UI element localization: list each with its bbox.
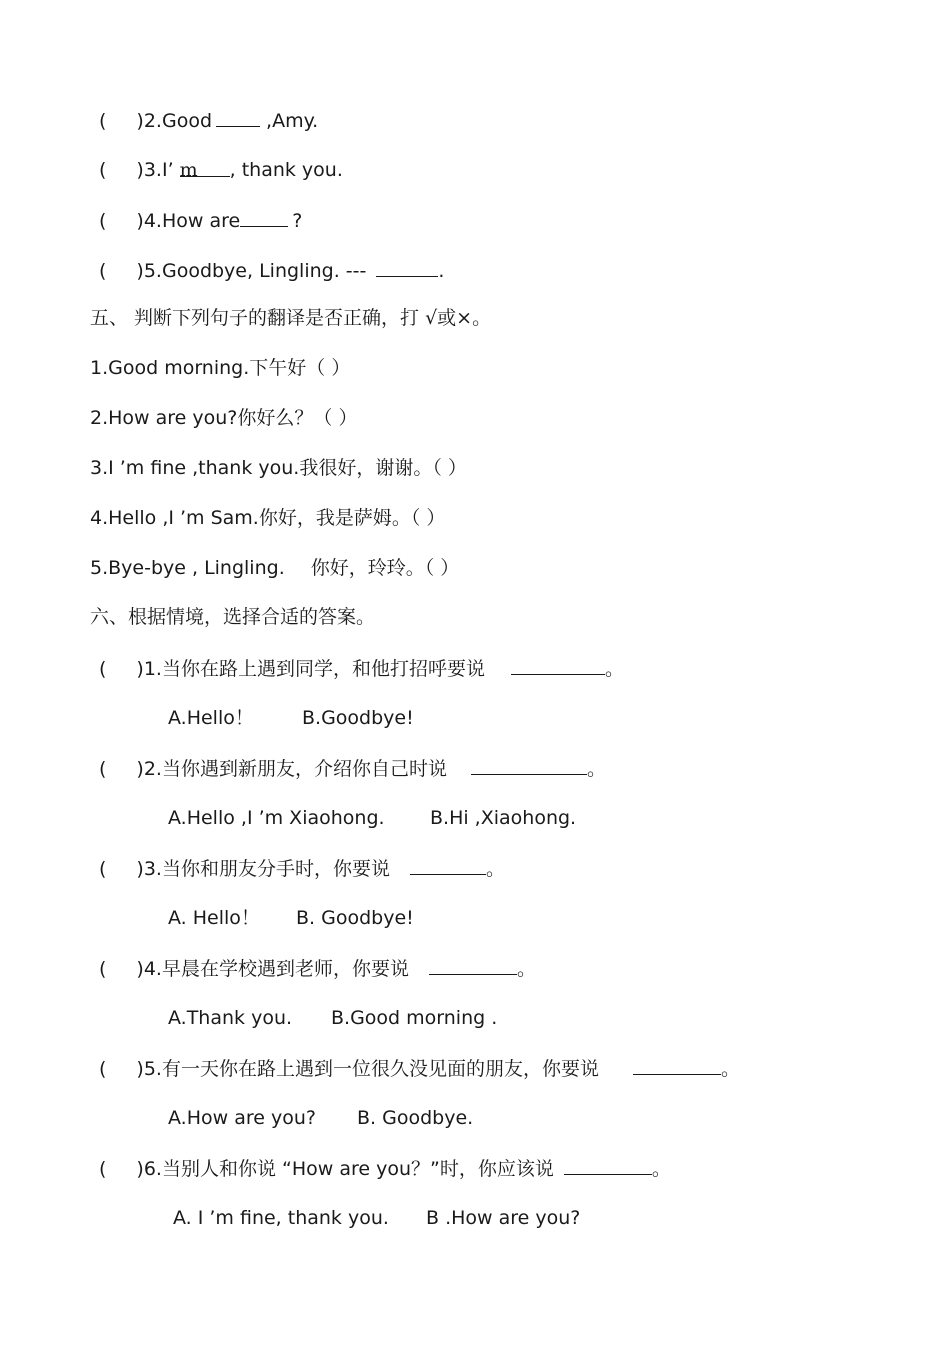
question-text-end: , thank you. bbox=[229, 159, 343, 181]
answer-paren: （ ） bbox=[306, 357, 351, 379]
section-5-heading: 五、 判断下列句子的翻译是否正确，打 √或×。 bbox=[90, 307, 492, 329]
question-text: Goodbye, Lingling. --- bbox=[161, 260, 367, 282]
option-a: A. Hello！ bbox=[168, 907, 260, 929]
question-number: )3. bbox=[136, 159, 162, 181]
section-6-heading: 六、根据情境，选择合适的答案。 bbox=[90, 606, 376, 628]
question-end: 。 bbox=[485, 858, 505, 880]
question-number: )2. bbox=[136, 110, 162, 132]
question-text: Good bbox=[161, 110, 213, 132]
answer-paren: ( bbox=[99, 1058, 107, 1080]
chinese-translation: 你好，玲玲。 bbox=[310, 557, 425, 579]
option-a: A.Hello ,I ’m Xiaohong. bbox=[168, 807, 385, 829]
blank-line[interactable] bbox=[410, 856, 486, 875]
question-end: 。 bbox=[651, 1158, 671, 1180]
question-4 bbox=[99, 208, 302, 233]
option-b: B. Goodbye! bbox=[296, 907, 414, 929]
blank-line[interactable] bbox=[633, 1056, 721, 1075]
answer-paren: ( bbox=[99, 658, 107, 680]
judge-item-2 bbox=[90, 406, 357, 430]
question-number: )4. bbox=[136, 210, 162, 232]
option-a: A.How are you? bbox=[168, 1107, 316, 1129]
choice-question-1 bbox=[99, 656, 624, 681]
choice-question-2 bbox=[99, 756, 606, 781]
question-text: )6.当别人和你说 “How are you？”时，你应该说 bbox=[136, 1158, 554, 1180]
chinese-translation: 下午好 bbox=[249, 357, 307, 379]
answer-paren: ( bbox=[99, 1158, 107, 1180]
question-text: )2.当你遇到新朋友，介绍你自己时说 bbox=[136, 758, 447, 780]
answer-paren: ( bbox=[99, 159, 107, 181]
question-3 bbox=[99, 158, 343, 182]
blank-line[interactable] bbox=[216, 108, 260, 127]
question-text-end: ,Amy. bbox=[260, 110, 319, 132]
option-b: B.Hi ,Xiaohong. bbox=[430, 807, 577, 829]
blank-line[interactable] bbox=[429, 956, 517, 975]
judge-item-5 bbox=[90, 556, 459, 580]
question-text: How are bbox=[161, 210, 241, 232]
blank-line[interactable] bbox=[376, 258, 438, 277]
answer-paren: ( bbox=[99, 958, 107, 980]
blank-line[interactable] bbox=[471, 756, 587, 775]
answer-paren: （ ） bbox=[424, 557, 460, 579]
chinese-translation: 你好，我是萨姆。 bbox=[258, 507, 411, 529]
question-text-end: . bbox=[438, 260, 445, 282]
question-2 bbox=[99, 108, 318, 133]
judge-item-4 bbox=[90, 506, 445, 530]
blank-line[interactable] bbox=[564, 1156, 652, 1175]
question-text: I’ bbox=[161, 159, 174, 181]
english-sentence: 3.I ’m fine ,thank you. bbox=[90, 457, 300, 479]
english-sentence: 4.Hello ,I ’m Sam. bbox=[90, 507, 259, 529]
english-sentence: 2.How are you? bbox=[90, 407, 238, 429]
choice-question-3 bbox=[99, 856, 505, 881]
blank-line[interactable] bbox=[511, 656, 605, 675]
answer-paren: ( bbox=[99, 758, 107, 780]
filled-blank: m bbox=[180, 158, 230, 177]
option-b: B.Good morning . bbox=[331, 1007, 498, 1029]
option-a: A. I ’m fine, thank you. bbox=[173, 1207, 389, 1229]
question-text: )4.早晨在学校遇到老师，你要说 bbox=[136, 958, 409, 980]
answer-paren: （ ） bbox=[313, 407, 358, 429]
judge-item-3 bbox=[90, 456, 467, 480]
question-text-end: ? bbox=[292, 210, 303, 232]
question-text: )1.当你在路上遇到同学，和他打招呼要说 bbox=[136, 658, 485, 680]
answer-paren: （ ） bbox=[432, 457, 467, 479]
choice-question-4 bbox=[99, 956, 536, 981]
english-sentence: 1.Good morning. bbox=[90, 357, 250, 379]
judge-item-1 bbox=[90, 356, 350, 380]
answer-paren: ( bbox=[99, 110, 107, 132]
choice-question-5 bbox=[99, 1056, 740, 1081]
option-a: A.Hello！ bbox=[168, 707, 254, 729]
blank-line[interactable] bbox=[240, 208, 288, 227]
answer-paren: ( bbox=[99, 858, 107, 880]
option-b: B. Goodbye. bbox=[357, 1107, 474, 1129]
question-text: )5.有一天你在路上遇到一位很久没见面的朋友，你要说 bbox=[136, 1058, 599, 1080]
option-b: B .How are you? bbox=[426, 1207, 581, 1229]
answer-paren: ( bbox=[99, 260, 107, 282]
question-5 bbox=[99, 258, 444, 283]
question-end: 。 bbox=[516, 958, 536, 980]
choice-question-6 bbox=[99, 1156, 671, 1181]
answer-paren: ( bbox=[99, 210, 107, 232]
question-end: 。 bbox=[720, 1058, 740, 1080]
answer-paren: （ ） bbox=[410, 507, 446, 529]
english-sentence: 5.Bye-bye , Lingling. bbox=[90, 557, 285, 579]
option-a: A.Thank you. bbox=[168, 1007, 293, 1029]
question-end: 。 bbox=[586, 758, 606, 780]
chinese-translation: 我很好，谢谢。 bbox=[299, 457, 433, 479]
chinese-translation: 你好么？ bbox=[237, 407, 314, 429]
option-b: B.Goodbye! bbox=[302, 707, 414, 729]
question-text: )3.当你和朋友分手时，你要说 bbox=[136, 858, 390, 880]
question-end: 。 bbox=[604, 658, 624, 680]
question-number: )5. bbox=[136, 260, 162, 282]
